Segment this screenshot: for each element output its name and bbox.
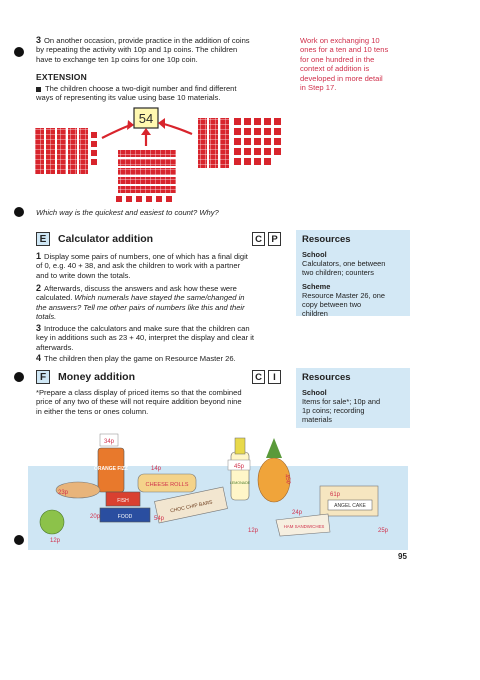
item-line: Introduce the calculators and make sure that the children can bbox=[44, 324, 250, 333]
side-note-line: Work on exchanging 10 bbox=[300, 36, 380, 45]
intro-line: On another occasion, provide practice in the addition of coins bbox=[44, 36, 250, 45]
resources-line: copy between two bbox=[302, 300, 362, 309]
resources-panel-f bbox=[296, 368, 410, 428]
price-tag: 12p bbox=[248, 528, 259, 534]
section-f-title: Money addition bbox=[58, 371, 135, 383]
section-f-heading bbox=[36, 370, 135, 384]
section-e-item-4 bbox=[36, 354, 286, 363]
item-line: key in additions such as 23 + 40, interpret the display and clear it bbox=[36, 333, 255, 343]
item-line-italic: totals. bbox=[36, 312, 57, 322]
lemonade-label: LEMONADE bbox=[229, 481, 251, 485]
tag-p: P bbox=[268, 232, 281, 246]
item-number: 1 bbox=[36, 251, 42, 261]
resources-school-label: School bbox=[302, 388, 327, 397]
resources-school-text bbox=[302, 259, 404, 277]
item-number: 2 bbox=[36, 283, 42, 293]
section-e-letter: E bbox=[36, 232, 50, 246]
choc-chip-label: CHOC CHIP BARS bbox=[169, 499, 214, 515]
side-note-line: developed in more detail bbox=[300, 73, 383, 83]
item-line: The children then play the game on Resource Master 26. bbox=[44, 354, 236, 363]
intro-number: 3 bbox=[36, 35, 42, 45]
price-tag: 14p bbox=[150, 466, 162, 472]
resources-line: children bbox=[302, 309, 328, 318]
number-card-value: 54 bbox=[138, 111, 154, 126]
resources-scheme-text bbox=[302, 291, 404, 318]
price-tag: 12p bbox=[50, 538, 61, 544]
base-ten-illustration bbox=[30, 104, 290, 204]
extension-heading: EXTENSION bbox=[36, 72, 87, 82]
resources-panel-e bbox=[296, 230, 410, 316]
resources-line: 1p coins; recording bbox=[302, 406, 365, 415]
square-bullet-icon bbox=[36, 87, 41, 92]
intro-line: by repeating the activity with 10p and 1p coins. The children bbox=[36, 45, 238, 55]
section-e-item-1 bbox=[36, 252, 286, 280]
resources-line: materials bbox=[302, 415, 332, 424]
item-line-italic: Which numerals have stayed the same/changed in bbox=[74, 293, 245, 303]
section-f-paragraph bbox=[36, 388, 286, 416]
item-line: Display some pairs of numbers, one of which has a final digit bbox=[44, 252, 248, 261]
price-tag: 34p bbox=[103, 439, 115, 445]
intro-paragraph bbox=[36, 36, 286, 64]
tag-c: C bbox=[252, 370, 265, 384]
side-note-line: in Step 17. bbox=[300, 83, 337, 93]
section-e-title: Calculator addition bbox=[58, 233, 154, 245]
right-rods-group bbox=[198, 118, 281, 168]
section-f-line: price of any two of these will not require addition beyond nine bbox=[36, 397, 242, 407]
extension-line: ways of representing its value using base 10 materials. bbox=[36, 93, 221, 103]
extension-paragraph bbox=[36, 84, 286, 103]
item-line: and to write down the totals. bbox=[36, 270, 131, 280]
side-note-line: context of addition is bbox=[300, 64, 370, 74]
price-tag: 23p bbox=[58, 490, 69, 496]
section-e-heading bbox=[36, 232, 153, 246]
resources-title: Resources bbox=[302, 372, 351, 383]
price-tag: 61p bbox=[330, 492, 341, 498]
items-for-sale-illustration bbox=[28, 420, 408, 550]
left-rods-group bbox=[35, 128, 97, 174]
page-number: 95 bbox=[398, 552, 407, 561]
ham-sandwich-label: HAM SANDWICHES bbox=[283, 524, 325, 529]
side-note bbox=[300, 36, 412, 92]
resources-line: Calculators, one between bbox=[302, 259, 386, 268]
binder-hole bbox=[14, 372, 24, 382]
fish-food-label: FISH bbox=[117, 498, 129, 504]
price-tag: 54p bbox=[154, 516, 165, 522]
item-number: 4 bbox=[36, 353, 42, 363]
middle-rods-group bbox=[116, 150, 176, 202]
resources-line: Resource Master 26, one bbox=[302, 291, 385, 300]
item-line: of 0, e.g. 40 + 38, and ask the children to work with a partner bbox=[36, 261, 241, 271]
price-tag: 20p bbox=[90, 514, 101, 520]
section-e-item-2 bbox=[36, 284, 286, 322]
angel-cake-label: ANGEL CAKE bbox=[334, 503, 366, 509]
fish-food-label: FOOD bbox=[117, 514, 133, 520]
price-tag: 45p bbox=[233, 464, 245, 470]
item-line: calculated. bbox=[36, 293, 75, 303]
binder-hole bbox=[14, 207, 24, 217]
section-e-item-3 bbox=[36, 324, 286, 352]
item-line: afterwards. bbox=[36, 342, 74, 352]
resources-scheme-label: Scheme bbox=[302, 282, 331, 291]
resources-line: two children; counters bbox=[302, 268, 374, 277]
extension-line: The children choose a two-digit number and find different bbox=[45, 84, 237, 93]
cheese-rolls-label: CHEESE ROLLS bbox=[145, 482, 189, 488]
resources-school-label: School bbox=[302, 250, 327, 259]
intro-line: have to exchange ten 1p coins for one 10p coin. bbox=[36, 54, 198, 64]
resources-title: Resources bbox=[302, 234, 351, 245]
item-number: 3 bbox=[36, 323, 42, 333]
item-line: Afterwards, discuss the answers and ask how these were bbox=[44, 284, 237, 293]
tag-c: C bbox=[252, 232, 265, 246]
side-note-line: ones for a ten and 10 tens bbox=[300, 45, 389, 55]
binder-hole bbox=[14, 535, 24, 545]
binder-hole bbox=[14, 47, 24, 57]
price-tag: 25p bbox=[378, 528, 389, 534]
tag-i: I bbox=[268, 370, 281, 384]
section-f-line: in either the tens or ones column. bbox=[36, 406, 149, 416]
orange-fizz-label: ORANGE FIZZ bbox=[94, 466, 128, 472]
section-f-letter: F bbox=[36, 370, 50, 384]
price-tag: 24p bbox=[292, 510, 303, 516]
item-line-italic: the answers? Tell me other pairs of numbers like this and their bbox=[36, 302, 245, 312]
question-text: Which way is the quickest and easiest to count? Why? bbox=[36, 208, 219, 217]
side-note-line: for one hundred in the bbox=[300, 54, 375, 64]
price-tag: 45p bbox=[282, 473, 292, 486]
resources-line: Items for sale*; 10p and bbox=[302, 397, 381, 406]
section-f-line: *Prepare a class display of priced items so that the combined bbox=[36, 388, 242, 397]
